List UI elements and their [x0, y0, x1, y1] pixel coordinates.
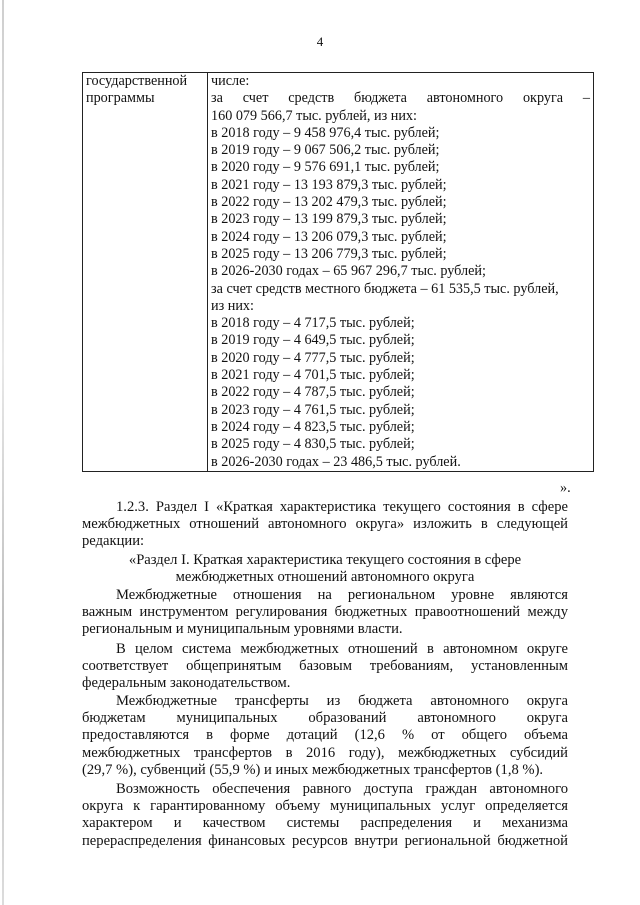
funding-line: в 2021 году – 4 701,5 тыс. рублей; — [211, 367, 415, 384]
amendment-paragraph — [82, 499, 568, 551]
text-line: соответствует общепринятым базовым требованиям, установленным — [82, 658, 568, 675]
funding-line: в 2024 году – 13 206 079,3 тыс. рублей; — [211, 228, 447, 245]
funding-line: за счет средств местного бюджета – 61 535,5 тыс. рублей, — [211, 280, 559, 297]
left-cell-line: государственной — [86, 73, 188, 89]
heading-line: «Раздел I. Краткая характеристика текущего состояния в сфере — [128, 552, 522, 568]
funding-line: в 2021 году – 13 193 879,3 тыс. рублей; — [211, 176, 447, 193]
table-row — [83, 73, 594, 472]
left-cell-line: программы — [86, 90, 155, 107]
scan-edge — [2, 0, 4, 905]
funding-line: в 2022 году – 4 787,5 тыс. рублей; — [211, 384, 415, 401]
text-line: 1.2.3. Раздел I «Краткая характеристика текущего состояния в сфере — [116, 499, 568, 515]
text-line: Межбюджетные трансферты из бюджета автономного округа — [116, 693, 568, 709]
text-line: региональным и муниципальным уровнями власти. — [82, 621, 403, 638]
text-line: межбюджетных отношений автономного округа» изложить в следующей — [82, 516, 568, 533]
funding-line: в 2024 году – 4 823,5 тыс. рублей; — [211, 418, 415, 435]
closing-quote: ». — [560, 480, 571, 496]
heading-line: межбюджетных отношений автономного округа — [175, 569, 475, 586]
text-line: (29,7 %), субвенций (55,9 %) и иных межбюджетных трансфертов (1,8 %). — [82, 761, 544, 778]
funding-line: числе: — [211, 73, 250, 89]
funding-line: за счет средств бюджета автономного округа – — [211, 90, 590, 107]
funding-line: в 2026-2030 годах – 65 967 296,7 тыс. рублей; — [211, 263, 486, 280]
program-funding-table — [82, 72, 594, 472]
funding-line: 160 079 566,7 тыс. рублей, из них: — [211, 107, 417, 124]
funding-line: в 2022 году – 13 202 479,3 тыс. рублей; — [211, 194, 447, 211]
text-line: важным инструментом регулирования бюджетных правоотношений между — [82, 604, 568, 621]
page-number: 4 — [316, 34, 324, 49]
paragraph-transfers — [82, 693, 568, 779]
text-line: предоставляются в форме дотаций (12,6 % от общего объема — [82, 727, 568, 744]
funding-line: в 2019 году – 4 649,5 тыс. рублей; — [211, 332, 415, 349]
paragraph-system-compliance — [82, 641, 568, 693]
funding-line: в 2019 году – 9 067 506,2 тыс. рублей; — [211, 142, 440, 159]
paragraph-intergovernmental-relations — [82, 587, 568, 639]
text-line: округа к гарантированному объему муниципальных услуг определяется — [82, 798, 568, 815]
text-line: редакции: — [82, 533, 145, 550]
text-line: межбюджетных трансфертов в 2016 году), межбюджетных субсидий — [82, 744, 568, 761]
table-left-cell — [83, 73, 208, 472]
paragraph-equal-access — [82, 781, 568, 850]
funding-line: в 2020 году – 4 777,5 тыс. рублей; — [211, 349, 415, 366]
text-line: Возможность обеспечения равного доступа граждан автономного — [116, 781, 568, 797]
text-line: характером и качеством системы распределения и механизма — [82, 815, 568, 832]
funding-line: в 2020 году – 9 576 691,1 тыс. рублей; — [211, 159, 440, 176]
funding-line: в 2023 году – 4 761,5 тыс. рублей; — [211, 401, 415, 418]
section-heading — [82, 552, 568, 586]
text-line: Межбюджетные отношения на региональном уровне являются — [116, 587, 568, 603]
text-line: перераспределения финансовых ресурсов внутри региональной бюджетной — [82, 832, 568, 849]
funding-line: в 2023 году – 13 199 879,3 тыс. рублей; — [211, 211, 447, 228]
text-line: В целом система межбюджетных отношений в автономном округе — [116, 641, 568, 657]
funding-line: в 2026-2030 годах – 23 486,5 тыс. рублей. — [211, 453, 461, 470]
text-line: бюджетам муниципальных образований автономного округа — [82, 710, 568, 727]
funding-line: в 2025 году – 4 830,5 тыс. рублей; — [211, 436, 415, 453]
funding-line: из них: — [211, 297, 254, 314]
text-line: федеральным законодательством. — [82, 675, 291, 692]
funding-line: в 2018 году – 9 458 976,4 тыс. рублей; — [211, 124, 440, 141]
funding-line: в 2018 году – 4 717,5 тыс. рублей; — [211, 315, 415, 332]
table-right-cell — [208, 73, 594, 472]
funding-line: в 2025 году – 13 206 779,3 тыс. рублей; — [211, 245, 447, 262]
